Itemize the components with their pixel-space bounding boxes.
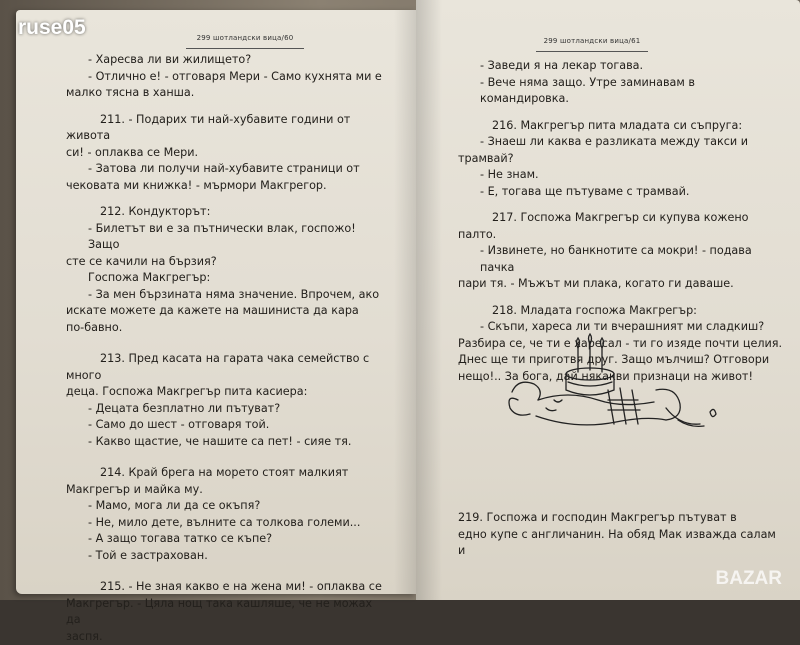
text-line: - Е, тогава ще пътуваме с трамвай. bbox=[458, 184, 784, 201]
text-line: чековата ми книжка! - мърмори Макгрегор. bbox=[66, 178, 384, 195]
text-line: Макгрегър. - Цяла нощ така кашляше, че не можах да bbox=[66, 596, 384, 629]
text-line: - Билетът ви е за пътнически влак, госпожо! Защо bbox=[66, 221, 384, 254]
text-line: - Не знам. bbox=[458, 167, 784, 184]
text-line: - Какво щастие, че нашите са пет! - сияе тя. bbox=[66, 434, 384, 451]
text-line: заспя. bbox=[66, 629, 384, 645]
page-header-right: 299 шотландски вица/61 bbox=[536, 33, 648, 52]
joke-212: 212. Кондукторът: bbox=[66, 204, 384, 221]
text-line: - Извинете, но банкнотите са мокри! - подава пачка bbox=[458, 243, 784, 276]
text-line: си! - оплаква се Мери. bbox=[66, 145, 384, 162]
left-page bbox=[16, 10, 416, 594]
text-line: нещо!.. За бога, дай някакви признаци на живот! bbox=[458, 369, 784, 386]
joke-217: 217. Госпожа Макгрегър си купува кожено палто. bbox=[458, 210, 784, 243]
text-line: - Децата безплатно ли пътуват? bbox=[66, 401, 384, 418]
joke-218: 218. Младата госпожа Макгрегър: bbox=[458, 303, 784, 320]
text-line: - Вече няма защо. Утре заминавам в командировка. bbox=[458, 75, 784, 108]
text-line: по-бавно. bbox=[66, 320, 384, 337]
joke-214: 214. Край брега на морето стоят малкият bbox=[66, 465, 384, 482]
text-line: - Харесва ли ви жилището? bbox=[66, 52, 384, 69]
joke-215: 215. - Не зная какво е на жена ми! - оплаква се bbox=[66, 579, 384, 596]
page-header-left: 299 шотландски вица/60 bbox=[186, 30, 304, 49]
text-line: - Скъпи, хареса ли ти вчерашният ми сладкиш? bbox=[458, 319, 784, 336]
cake-cartoon-illustration bbox=[488, 330, 728, 450]
text-line: - Отлично е! - отговаря Мери - Само кухнята ми е bbox=[66, 69, 384, 86]
text-line: пари тя. - Мъжът ми плака, когато ги даваше. bbox=[458, 276, 784, 293]
text-line: Макгрегър и майка му. bbox=[66, 482, 384, 499]
text-line: - Мамо, мога ли да се окъпя? bbox=[66, 498, 384, 515]
text-line: - Не, мило дете, вълните са толкова големи... bbox=[66, 515, 384, 532]
text-line: Госпожа Макгрегър: bbox=[66, 270, 384, 287]
text-line: Днес ще ти приготвя друг. Защо мълчиш? Отговори bbox=[458, 352, 784, 369]
right-page-bottom-text bbox=[458, 510, 784, 560]
text-line: - Знаеш ли каква е разликата между такси и bbox=[458, 134, 784, 151]
text-line: - За мен бързината няма значение. Впрочем, ако bbox=[66, 287, 384, 304]
text-line: сте се качили на бързия? bbox=[66, 254, 384, 271]
joke-219: 219. Госпожа и господин Макгрегър пътуват в bbox=[458, 510, 784, 527]
left-page-text bbox=[66, 52, 384, 645]
seller-watermark: ruse05 bbox=[18, 16, 86, 40]
joke-216: 216. Макгрегър пита младата си съпруга: bbox=[458, 118, 784, 135]
text-line: искате можете да кажете на машиниста да кара bbox=[66, 303, 384, 320]
bazar-logo: BAZAR bbox=[716, 568, 783, 590]
joke-211: 211. - Подарих ти най-хубавите години от живота bbox=[66, 112, 384, 145]
text-line: малко тясна в ханша. bbox=[66, 85, 384, 102]
text-line: - Той е застрахован. bbox=[66, 548, 384, 565]
text-line: - Заведи я на лекар тогава. bbox=[458, 58, 784, 75]
text-line: - А защо тогава татко се къпе? bbox=[66, 531, 384, 548]
joke-213: 213. Пред касата на гарата чака семейство с много bbox=[66, 351, 384, 384]
text-line: трамвай? bbox=[458, 151, 784, 168]
text-line: - Само до шест - отговаря той. bbox=[66, 417, 384, 434]
text-line: деца. Госпожа Макгрегър пита касиера: bbox=[66, 384, 384, 401]
right-page bbox=[416, 0, 800, 600]
text-line: едно купе с англичанин. На обяд Мак изважда салам и bbox=[458, 527, 784, 560]
text-line: - Затова ли получи най-хубавите страници от bbox=[66, 161, 384, 178]
text-line: Разбира се, че ти е харесал - ти го изяде почти целия. bbox=[458, 336, 784, 353]
